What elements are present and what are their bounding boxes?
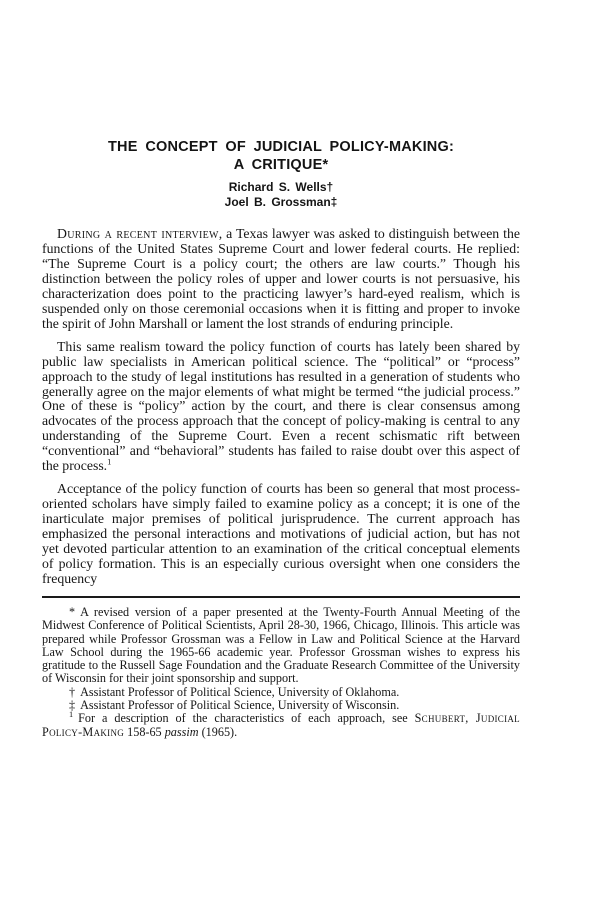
text-segment-normal: (1965). <box>198 724 238 739</box>
footnote-item <box>42 606 520 686</box>
footnotes-section <box>42 606 520 739</box>
text-segment-normal: For a description of the characteristics of each approach, see <box>78 711 415 726</box>
author-1: Richard S. Wells† <box>228 180 334 194</box>
article-body <box>42 227 520 587</box>
footnote-marker: * <box>69 604 76 619</box>
paper-title <box>42 139 520 174</box>
text-segment-smallcaps: Schubert, Judicial Policy-Making <box>42 711 520 739</box>
body-paragraph <box>42 482 520 587</box>
author-byline <box>42 180 520 210</box>
footnote-divider <box>42 596 520 598</box>
text-segment-normal: 158-65 <box>124 724 165 739</box>
footnote-marker: † <box>69 684 76 699</box>
footnote-item <box>42 686 520 699</box>
author-2: Joel B. Grossman‡ <box>224 195 338 209</box>
text-segment-normal: Assistant Professor of Political Science, University of Oklahoma. <box>80 684 400 699</box>
footnote-marker: ‡ <box>69 698 76 712</box>
text-segment-normal: Acceptance of the policy function of courts has been so general that most process-oriented scholars have simply failed to examine policy as a concept; it is one of the inarticulate major premises of political jurisprudence. The current approach has emphasized the personal interactions and motivations of judicial action, but has not yet devoted particular attention to an examination of the critical conceptual elements of policy formation. This is an especially curious oversight when one considers the frequency <box>42 481 520 586</box>
page-content <box>42 0 520 739</box>
text-segment-normal: Assistant Professor of Political Science, University of Wisconsin. <box>80 698 400 712</box>
body-paragraph <box>42 340 520 475</box>
text-segment-smallcaps: During a recent interview <box>57 226 219 241</box>
footnote-item <box>42 712 520 739</box>
text-segment-normal: This same realism toward the policy function of courts has lately been shared by public law specialists in American political science. The “political” or “process” approach to the study of legal institutions has resulted in a generation of students who generally agree on the major elements of what might be termed “the judicial process.” One of these is “policy” action by the court, and there is clear consensus among advocates of the process approach that the concept of policy-making is central to any understanding of the Supreme Court. Even a recent schismatic rift between “conventional” and “behavioral” students has failed to raise doubt over this aspect of the process. <box>42 338 520 474</box>
text-segment-normal: A revised version of a paper presented at the Twenty-Fourth Annual Meeting of the Midwest Conference of Political Scientists, April 28-30, 1966, Chicago, Illinois. This article was prepared while Professor Grossman was a Fellow in Law and Political Science at the Harvard Law School during the 1965-66 academic year. Professor Grossman wishes to express his gratitude to the Russell Sage Foundation and the Graduate Research Committee of the University of Wisconsin for their joint sponsorship and support. <box>42 604 520 686</box>
body-paragraph <box>42 227 520 332</box>
paper-title-line-1: THE CONCEPT OF JUDICIAL POLICY-MAKING: <box>108 139 454 155</box>
text-segment-italic: passim <box>164 724 199 739</box>
text-segment-normal: , a Texas lawyer was asked to distinguish between the functions of the United States Supreme Court and lower federal courts. He replied: “The Supreme Court is a policy court; the others are law courts.” Though his distinction between the policy roles of upper and lower courts is not persuasive, his characterization does point to the practicing lawyer’s hard-eyed realism, which is suspended only on those ceremonial occasions when it is fitting and proper to invoke the spirit of John Marshall or lament the lost strands of enduring principle. <box>42 226 520 331</box>
footnote-marker: 1 <box>69 710 74 720</box>
paper-title-line-2: A CRITIQUE* <box>233 156 329 173</box>
text-segment-sup: 1 <box>107 456 112 467</box>
